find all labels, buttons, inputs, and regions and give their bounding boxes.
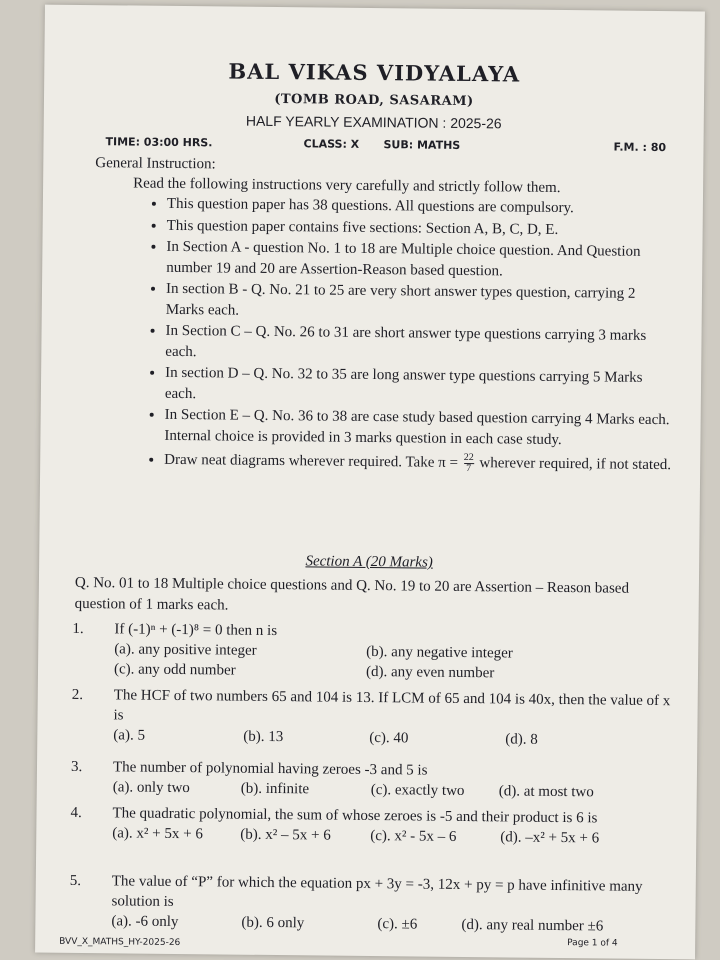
pi-fraction xyxy=(464,453,474,474)
question-number: 5. xyxy=(69,872,82,889)
question-number: 2. xyxy=(71,686,84,704)
question-number: 3. xyxy=(70,758,83,776)
section-a-title: Section A (20 Marks) xyxy=(305,553,433,571)
question-1 xyxy=(72,619,673,685)
pi-numerator: 22 xyxy=(463,452,474,464)
instruction-text: wherever required, if not stated. xyxy=(479,455,672,474)
option: (a). -6 only xyxy=(111,913,179,931)
option: (d). –x² + 5x + 6 xyxy=(500,829,600,847)
option: (b). 13 xyxy=(243,728,284,746)
question-number: 4. xyxy=(70,804,82,821)
instruction-list xyxy=(130,194,677,478)
instruction-item: • In Section E – Q. No. 36 to 38 are case study based question carrying 4 Marks each. Internal choice is provided in 3 marks question in each case study. xyxy=(164,405,674,451)
option: (c). exactly two xyxy=(370,782,465,800)
exam-class: CLASS: X xyxy=(303,137,360,151)
school-name: BAL VIKAS VIDYALAYA xyxy=(228,58,521,87)
full-marks: F.M. : 80 xyxy=(613,140,667,155)
question-text: The HCF of two numbers 65 and 104 is 13. If LCM of 65 and 104 is 40x, then the value of x is xyxy=(113,687,671,724)
question-text: The quadratic polynomial, the sum of whose zeroes is -5 and their product is 6 is xyxy=(112,805,598,827)
school-address: (TOMB ROAD, SASARAM) xyxy=(274,91,474,110)
instruction-item: • In section D – Q. No. 32 to 35 are long answer type questions carrying 5 Marks each. xyxy=(165,363,675,409)
instruction-item: • This question paper contains five sections: Section A, B, C, D, E. xyxy=(167,215,677,241)
option: (a). only two xyxy=(112,779,190,797)
pi-denominator: 7 xyxy=(466,463,472,475)
question-text: The value of “P” for which the equation px + 3y = -3, 12x + py = p have infinitive many solution is xyxy=(111,873,643,910)
exam-title: HALF YEARLY EXAMINATION : 2025-26 xyxy=(245,112,502,132)
option: (d). any even number xyxy=(365,663,495,682)
instruction-item: • In Section A - question No. 1 to 18 are Multiple choice question. And Question number 19 and 20 are Assertion-Reason based question. xyxy=(166,237,676,283)
option: (a). x² + 5x + 6 xyxy=(112,825,203,843)
option: (b). infinite xyxy=(240,780,310,798)
option: (c). 40 xyxy=(369,730,409,747)
option: (b). x² – 5x + 6 xyxy=(240,826,331,844)
page-number: Page 1 of 4 xyxy=(567,938,618,949)
option: (a). any positive integer xyxy=(114,641,257,659)
instruction-item: • This question paper has 38 questions. All questions are compulsory. xyxy=(167,194,677,220)
question-paper xyxy=(35,5,705,960)
option: (a). 5 xyxy=(113,727,146,744)
question-3 xyxy=(71,757,671,803)
question-text: If (-1)ⁿ + (-1)⁸ = 0 then n is xyxy=(114,621,278,640)
option: (d). 8 xyxy=(505,731,538,748)
section-a-note: Q. No. 01 to 18 Multiple choice questions and Q. No. 19 to 20 are Assertion – Reason based question of 1 marks each. xyxy=(74,574,630,614)
instructions-heading: General Instruction: xyxy=(95,155,216,173)
exam-subject: SUB: MATHS xyxy=(383,138,461,152)
option: (c). ±6 xyxy=(377,916,418,933)
option: (d). any real number ±6 xyxy=(461,916,604,935)
paper-code: BVV_X_MATHS_HY-2025-26 xyxy=(59,936,181,949)
option: (d). at most two xyxy=(498,783,594,801)
option: (c). x² - 5x – 6 xyxy=(370,828,457,845)
question-5 xyxy=(69,871,670,937)
exam-meta-row xyxy=(105,135,674,155)
instructions-intro: Read the following instructions very carefully and strictly follow them. xyxy=(133,175,561,196)
question-number: 1. xyxy=(72,620,84,638)
option: (b). 6 only xyxy=(241,914,305,932)
exam-time: TIME: 03:00 HRS. xyxy=(105,135,213,150)
instruction-item-diagrams xyxy=(164,450,674,476)
question-2 xyxy=(71,685,672,751)
instruction-item: • In Section C – Q. No. 26 to 31 are short answer type questions carrying 3 marks each. xyxy=(165,321,675,367)
question-text: The number of polynomial having zeroes -3 and 5 is xyxy=(112,759,428,779)
question-4 xyxy=(70,803,670,849)
option: (c). any odd number xyxy=(113,661,236,679)
option: (b). any negative integer xyxy=(366,643,513,662)
instruction-text: Draw neat diagrams wherever required. Take π = xyxy=(164,451,459,471)
instruction-item: • In section B - Q. No. 21 to 25 are very short answer types question, carrying 2 Marks each. xyxy=(166,279,676,325)
